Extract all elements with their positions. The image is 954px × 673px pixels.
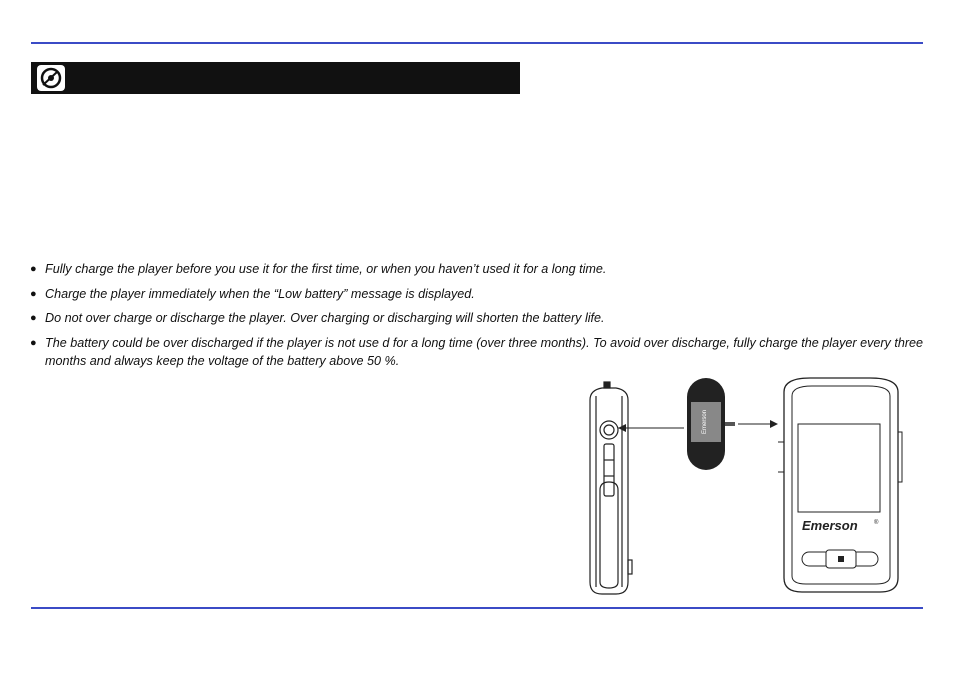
bullet-text: Do not over charge or discharge the player. Over charging or discharging will shorten the battery life. [45,311,605,325]
disc-icon [37,65,65,91]
section-header-bar [31,62,520,94]
list-item [30,334,930,370]
top-rule [31,42,923,44]
list-item [30,260,930,278]
bottom-rule [31,607,923,609]
trademark-mark: ® [874,520,879,526]
charging-illustration [580,372,910,602]
list-item [30,285,930,303]
arrow-right [738,420,778,428]
battery-notes-list [30,260,930,376]
bullet-text: Charge the player immediately when the “Low battery” message is displayed. [45,286,475,301]
adapter-label: Emerson [702,409,708,435]
bullet-marker: ● [30,287,37,300]
list-item [30,309,930,327]
player-front-view [778,378,902,592]
player-brand-logo: Emerson [802,518,858,533]
bullet-marker: ● [30,336,37,349]
bullet-text: Fully charge the player before you use it for the first time, or when you haven’t used it for a long time. [45,262,607,276]
player-side-view [590,382,632,594]
bullet-text: The battery could be over discharged if the player is not use d for a long time (over three months). To avoid over discharge, fully charge the player every three months and always keep the voltage of the battery above 50 %. [45,335,924,368]
bullet-marker: ● [30,263,37,275]
charging-adapter [687,378,735,470]
bullet-marker: ● [30,312,37,324]
player-screen [798,424,880,512]
